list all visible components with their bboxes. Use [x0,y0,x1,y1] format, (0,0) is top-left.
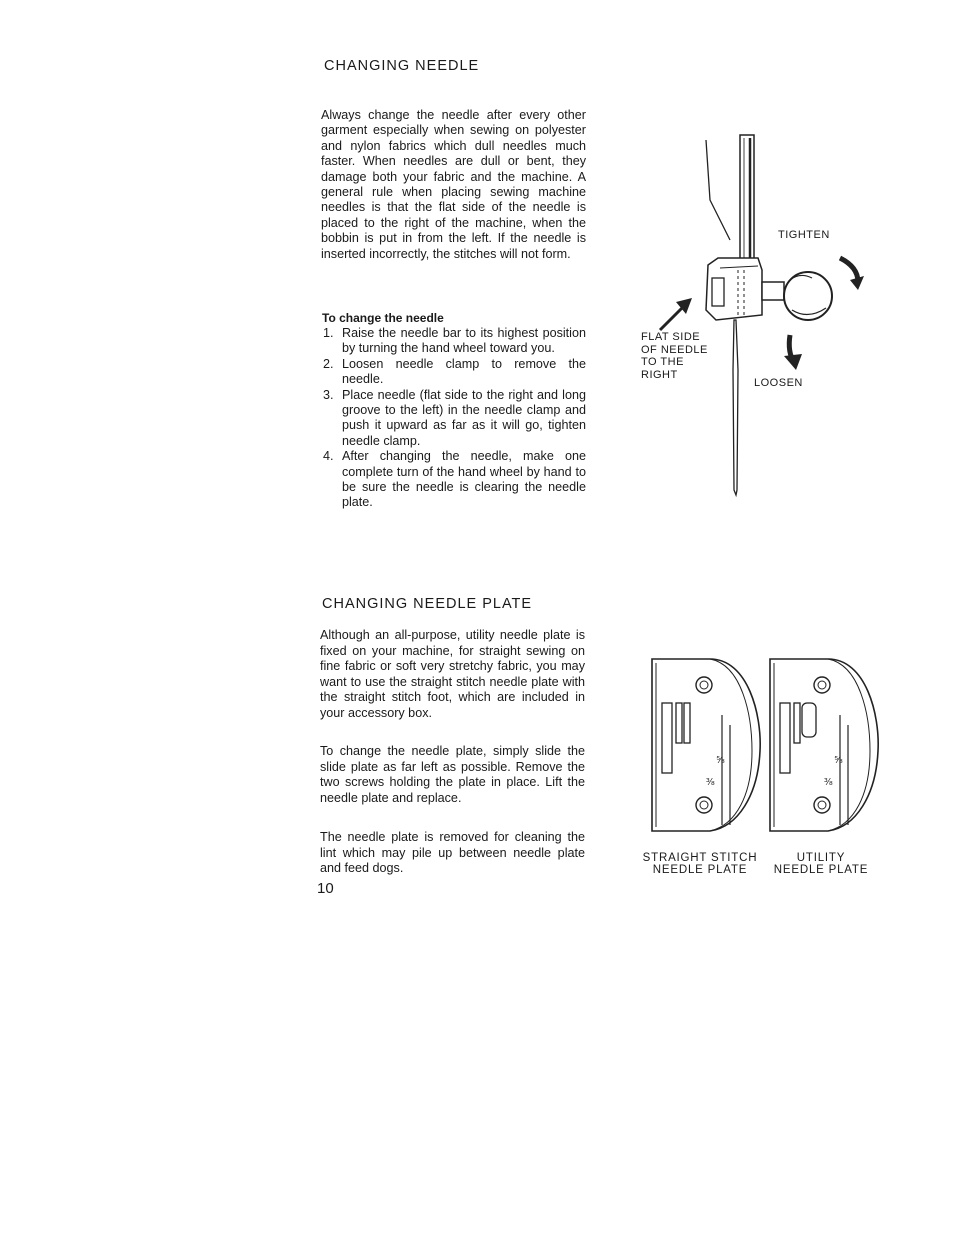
needle-plate-para-1: Although an all-purpose, utility needle plate is fixed on your machine, for straight sewing on fine fabric or soft very stretchy fabric, you may want to use the straight stitch needle plate with the straight stitch foot, which are included in your accessory box. [320,628,585,720]
utility-plate-drawing [770,659,878,831]
needle-plate-para-2: To change the needle plate, simply slide the slide plate as far left as possible. Remove the two screws holding the plate in place. Lift the needle plate and replace. [320,744,585,805]
needle-clamp-illustration [640,130,900,510]
svg-text:⅝: ⅝ [834,755,843,766]
needle-plates-illustration [648,655,884,835]
section-heading-changing-needle-plate: CHANGING NEEDLE PLATE [322,596,533,612]
straight-stitch-plate-drawing [652,659,760,831]
needle-plate-para-3: The needle plate is removed for cleaning the lint which may pile up between needle plate and feed dogs. [320,830,585,876]
caption-straight-stitch-plate: STRAIGHT STITCH NEEDLE PLATE [642,852,758,876]
list-item: 3. Place needle (flat side to the right and long groove to the left) in the needle clamp and push it upward as far as it will go, tighten needle clamp. [323,387,586,448]
list-item: 4. After changing the needle, make one complete turn of the hand wheel by hand to be sure the needle is clearing the needle plate. [323,449,586,510]
needle-steps-list [321,326,586,511]
page-number: 10 [317,880,334,897]
svg-text:⅜: ⅜ [706,777,715,788]
label-tighten: TIGHTEN [778,229,830,241]
changing-needle-intro: Always change the needle after every other garment especially when sewing on polyester and nylon fabrics which dull needles much faster. When needles are dull or bent, they damage both your fabric and the machine. A general rule when placing sewing machine needles is that the flat side of the needle is placed to the right of the machine, when the bobbin is put in from the left. If the needle is inserted incorrectly, the stitches will not form. [321,108,586,261]
svg-text:⅝: ⅝ [716,755,725,766]
label-loosen: LOOSEN [754,377,803,389]
svg-text:⅜: ⅜ [824,777,833,788]
list-item: 2. Loosen needle clamp to remove the needle. [323,356,586,387]
caption-utility-plate: UTILITY NEEDLE PLATE [773,852,869,876]
subheading-to-change-needle: To change the needle [322,311,444,325]
label-flat-side: FLAT SIDE OF NEEDLE TO THE RIGHT [641,331,708,381]
list-item: 1. Raise the needle bar to its highest position by turning the hand wheel toward you. [323,326,586,356]
section-heading-changing-needle: CHANGING NEEDLE [324,58,480,74]
